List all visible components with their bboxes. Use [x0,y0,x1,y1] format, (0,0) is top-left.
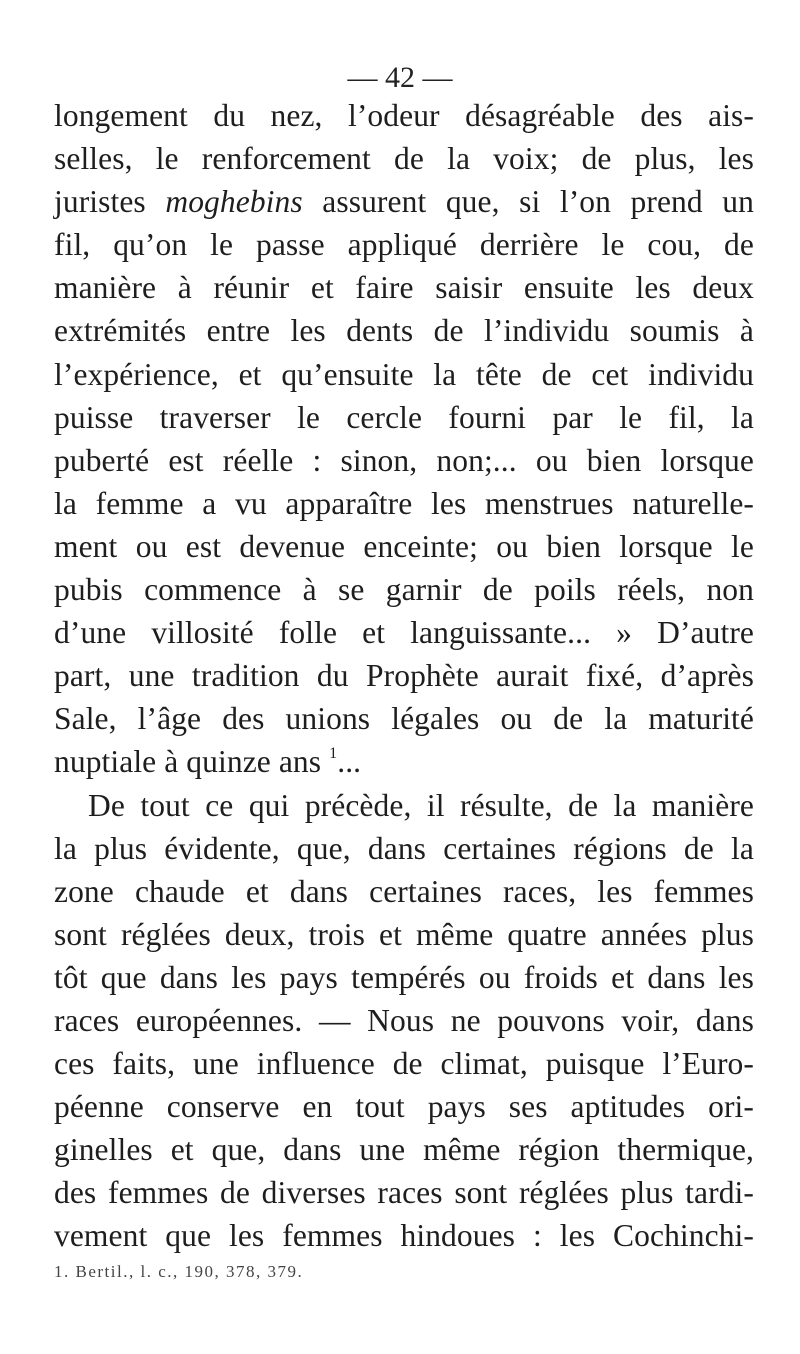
footnote-number: 1. [54,1262,70,1281]
text-line [54,740,754,783]
text-line: sont réglées deux, trois et même quatre années plus [54,916,754,952]
footnote-text: Bertil., l. c., 190, 378, 379. [75,1262,304,1281]
paragraph [54,784,754,1258]
body-text [54,94,754,1258]
text-segment: ... [337,744,362,780]
text-line: Sale, l’âge des unions légales ou de la maturité [54,701,754,737]
footnote-reference[interactable]: 1 [329,745,338,763]
italic-term: moghebins [165,184,303,220]
text-line: tôt que dans les pays tempérés ou froids et dans les [54,959,754,995]
text-line: d’une villosité folle et languissante... » D’autre [54,615,754,651]
text-line: part, une tradition du Prophète aurait fixé, d’après [54,658,754,694]
text-segment: assurent que, si l’on prend un [302,184,754,220]
text-line: longement du nez, l’odeur désagréable des ais- [54,98,754,133]
text-line: puisse traverser le cercle fourni par le fil, la [54,399,754,435]
page-number: — 42 — [347,61,453,94]
text-line: De tout ce qui précède, il résulte, de la manière [88,787,754,823]
text-line: fil, qu’on le passe appliqué derrière le cou, de [54,227,754,263]
text-line: péenne conserve en tout pays ses aptitudes ori- [54,1089,754,1125]
paragraph [54,94,754,784]
text-line: ces faits, une influence de climat, puisque l’Euro- [54,1046,754,1082]
text-line: pubis commence à se garnir de poils réels, non [54,572,754,608]
text-line: puberté est réelle : sinon, non;... ou bien lorsque [54,442,754,478]
text-line: l’expérience, et qu’ensuite la tête de cet individu [54,356,754,392]
text-line: ginelles et que, dans une même région thermique, [54,1132,754,1168]
text-line: extrémités entre les dents de l’individu soumis à [54,313,754,349]
footnote [54,1260,754,1284]
text-line: la femme a vu apparaître les menstrues naturelle- [54,485,754,521]
text-line: manière à réunir et faire saisir ensuite les deux [54,270,754,306]
text-segment: juristes [54,184,166,220]
text-line [54,180,754,223]
text-line: races européennes. — Nous ne pouvons voir, dans [54,1002,754,1038]
text-line: vement que les femmes hindoues : les Cochinchi- [54,1218,754,1254]
text-segment: nuptiale à quinze ans [54,744,330,780]
text-line: la plus évidente, que, dans certaines régions de la [54,830,754,866]
text-line: ment ou est devenue enceinte; ou bien lorsque le [54,528,754,564]
text-line: des femmes de diverses races sont réglées plus tardi- [54,1175,754,1211]
text-line: selles, le renforcement de la voix; de plus, les [54,141,754,177]
text-line: zone chaude et dans certaines races, les femmes [54,873,754,909]
